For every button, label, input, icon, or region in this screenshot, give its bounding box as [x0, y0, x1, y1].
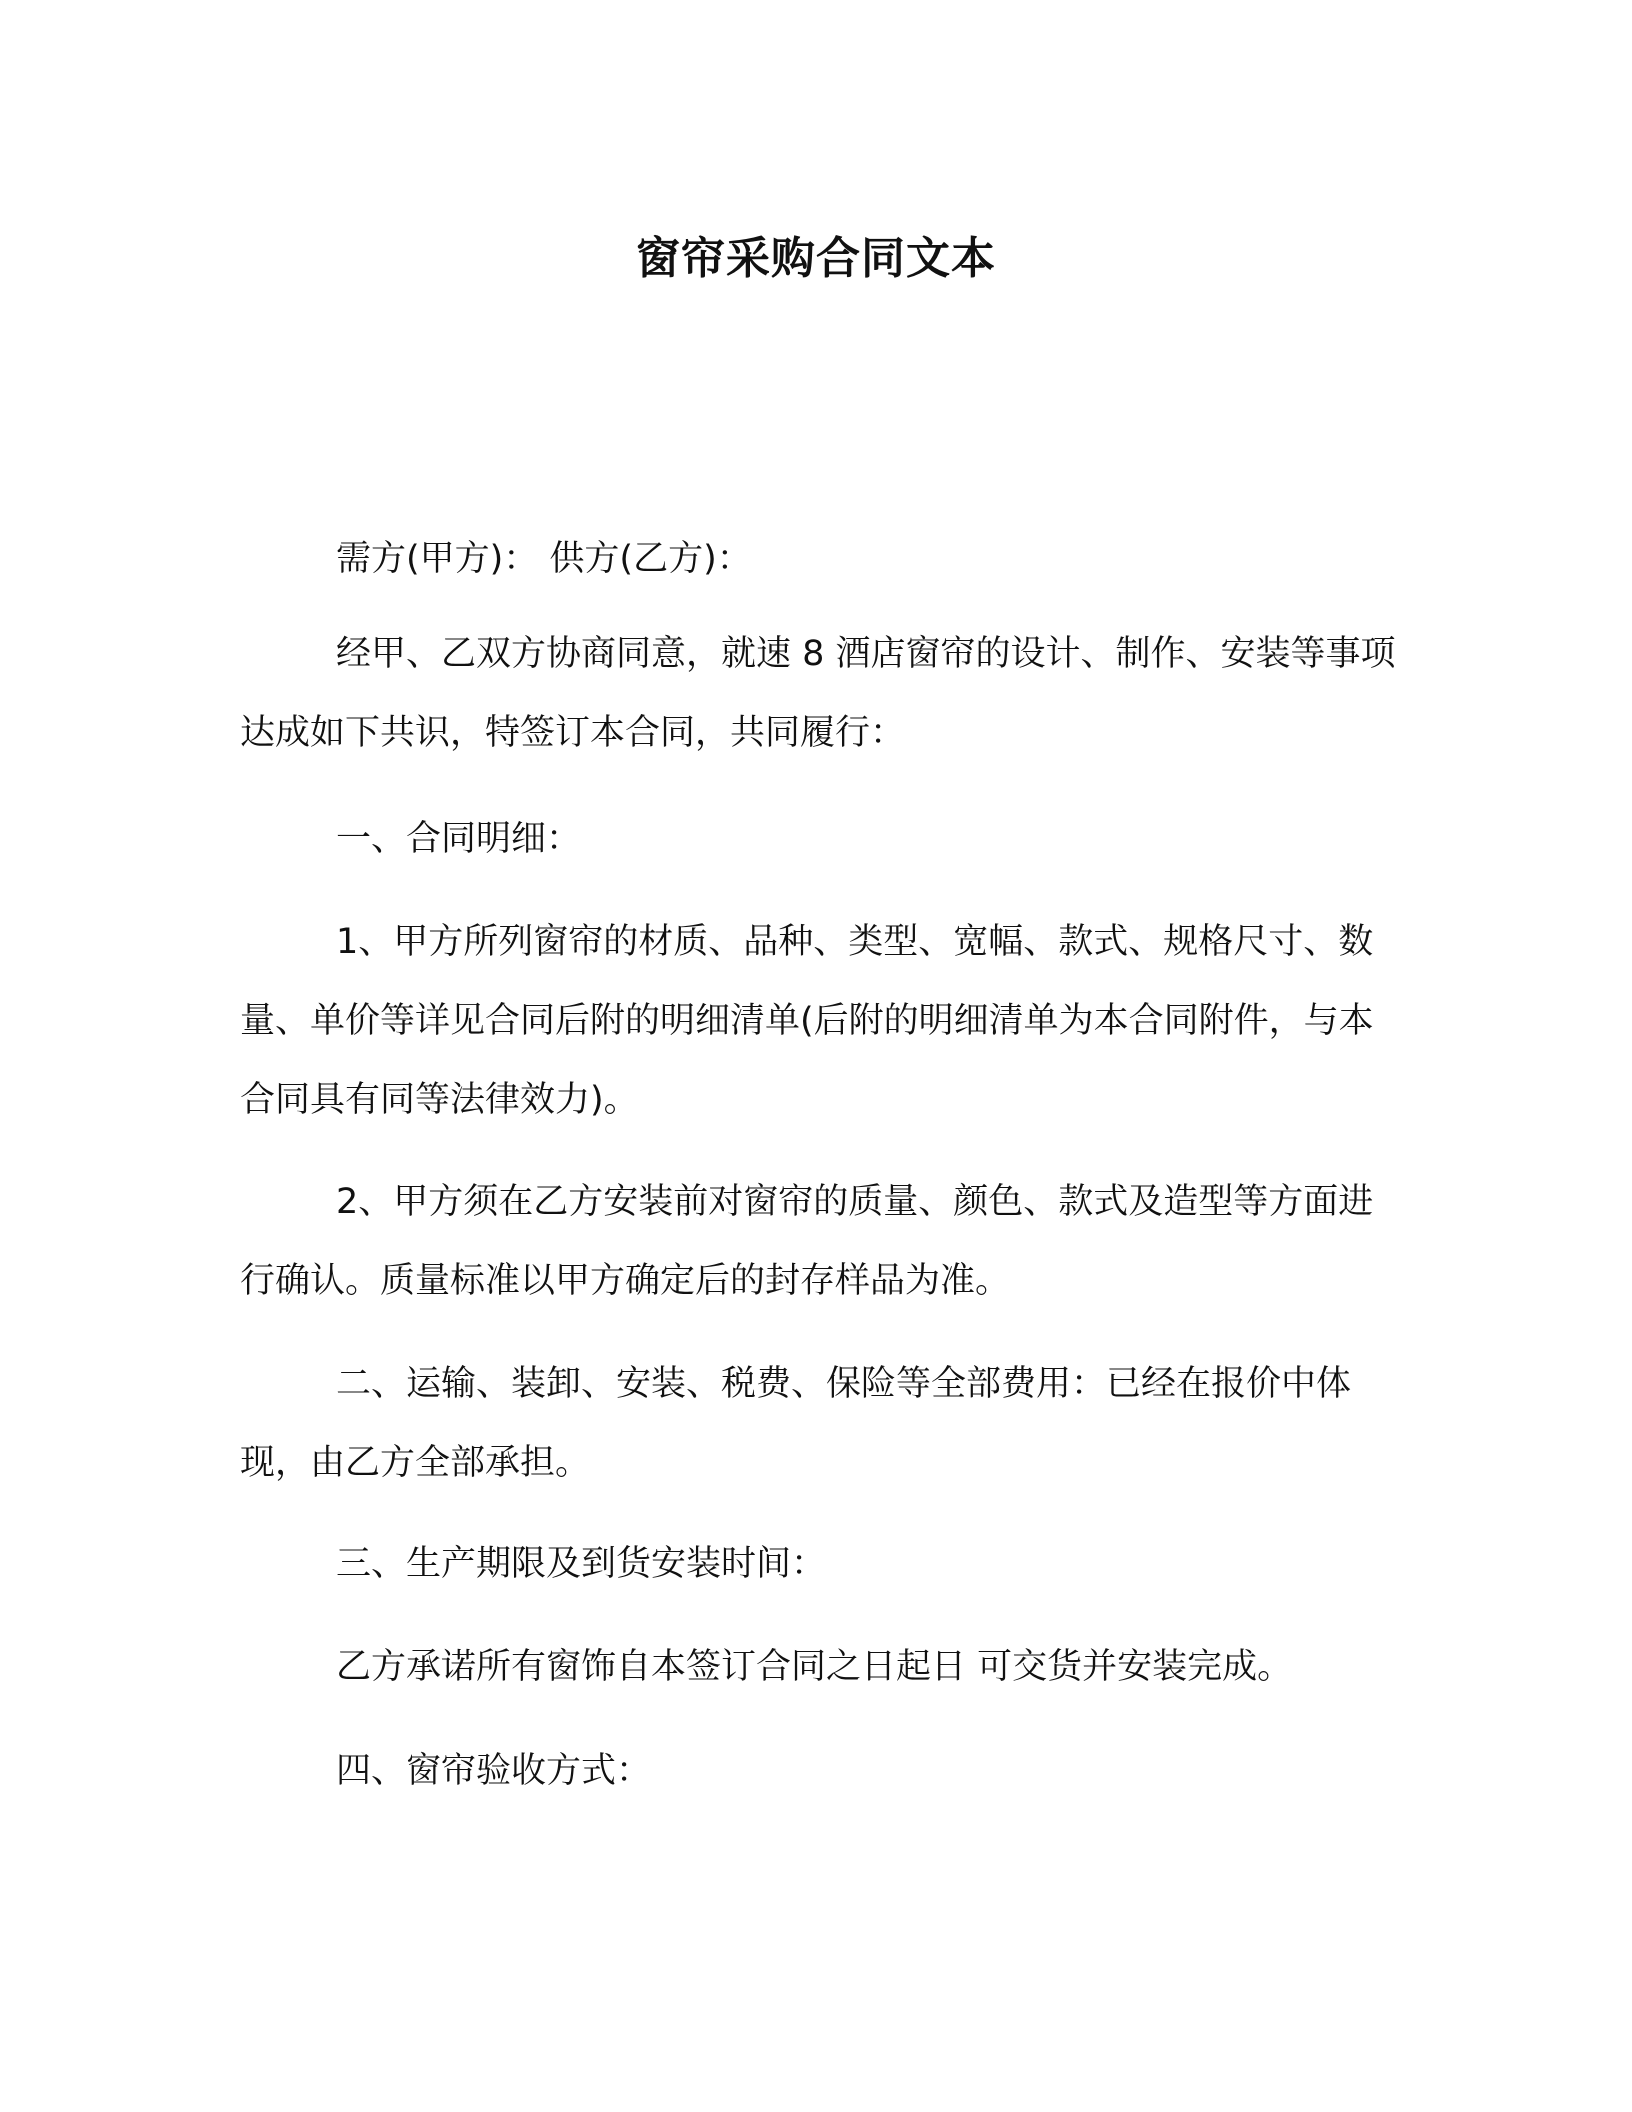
parties-line: 需方(甲方)： 供方(乙方)： — [336, 539, 752, 579]
section-1-heading: 一、合同明细： — [336, 819, 582, 859]
section-4-heading: 四、窗帘验收方式： — [336, 1751, 652, 1791]
section-1-item-1: 1、甲方所列窗帘的材质、品种、类型、宽幅、款式、规格尺寸、数量、单价等详见合同后附的明细清单(后附的明细清单为本合同附件，与本合同具有同等法律效力)。 — [240, 922, 1374, 1120]
section-2-paragraph: 二、运输、装卸、安装、税费、保险等全部费用：已经在报价中体现，由乙方全部承担。 — [240, 1364, 1352, 1483]
intro-paragraph: 经甲、乙双方协商同意，就速 8 酒店窗帘的设计、制作、安装等事项达成如下共识，特签订本合同，共同履行： — [240, 634, 1396, 753]
section-3-heading: 三、生产期限及到货安装时间： — [336, 1544, 827, 1584]
section-3-text: 乙方承诺所有窗饰自本签订合同之日起日 可交货并安装完成。 — [336, 1647, 1293, 1687]
section-1-item-2: 2、甲方须在乙方安装前对窗帘的质量、颜色、款式及造型等方面进行确认。质量标准以甲方确定后的封存样品为准。 — [240, 1182, 1374, 1301]
document-title: 窗帘采购合同文本 — [636, 233, 996, 284]
